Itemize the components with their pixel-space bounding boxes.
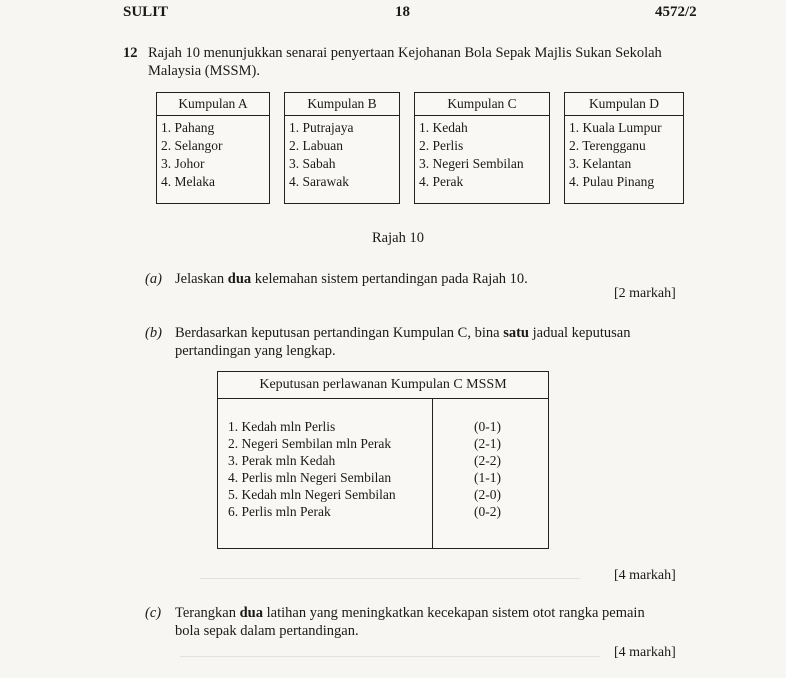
question-text: Rajah 10 menunjukkan senarai penyertaan Kejohanan Bola Sepak Majlis Sukan Sekolah Malaysia (MSSM).: [148, 45, 662, 79]
results-table: [217, 371, 549, 549]
group-item: 3. Negeri Sembilan: [419, 156, 524, 171]
group-item: 3. Johor: [161, 156, 205, 171]
group-item: 2. Perlis: [419, 138, 464, 153]
faint-line: [200, 578, 580, 579]
group-title: Kumpulan C: [415, 93, 549, 116]
part-c-label: (c): [145, 605, 162, 621]
part-a-marks: [2 markah]: [614, 286, 676, 301]
faint-line: [180, 656, 600, 657]
paper-code: 4572/2: [655, 4, 697, 20]
header-sulit: SULIT: [123, 4, 169, 20]
group-item: 1. Putrajaya: [289, 120, 354, 135]
group-item: 3. Kelantan: [569, 156, 632, 171]
group-title: Kumpulan B: [285, 93, 399, 116]
part-a-label: (a): [145, 271, 162, 287]
group-table-d: [564, 92, 684, 204]
table-row-score: (2-1): [474, 436, 501, 451]
table-row-match: 6. Perlis mln Perak: [228, 504, 331, 519]
part-b-line1: Berdasarkan keputusan pertandingan Kumpulan C, bina satu jadual keputusan: [175, 325, 631, 341]
part-a-text: Jelaskan dua kelemahan sistem pertandingan pada Rajah 10.: [175, 271, 528, 287]
table-row-score: (0-1): [474, 419, 501, 434]
table-row-match: 2. Negeri Sembilan mln Perak: [228, 436, 392, 451]
part-c-line1: Terangkan dua latihan yang meningkatkan kecekapan sistem otot rangka pemain: [175, 605, 645, 621]
part-c-line2: bola sepak dalam pertandingan.: [175, 623, 359, 639]
question-number: 12: [123, 45, 138, 61]
part-b-marks: [4 markah]: [614, 568, 676, 583]
table-row-score: (1-1): [474, 470, 501, 485]
group-item: 1. Kedah: [419, 120, 468, 135]
table-row-score: (2-0): [474, 487, 501, 502]
group-item: 2. Selangor: [161, 138, 223, 153]
group-item: 4. Melaka: [161, 174, 215, 189]
table-row-match: 1. Kedah mln Perlis: [228, 419, 336, 434]
group-item: 1. Kuala Lumpur: [569, 120, 662, 135]
group-item: 4. Perak: [419, 174, 464, 189]
group-table-b: [284, 92, 400, 204]
group-title: Kumpulan D: [565, 93, 683, 116]
table-divider: [432, 398, 433, 548]
results-table-title: Keputusan perlawanan Kumpulan C MSSM: [218, 372, 548, 399]
part-b-line2: pertandingan yang lengkap.: [175, 343, 336, 359]
part-c-marks: [4 markah]: [614, 645, 676, 660]
page-number: 18: [395, 4, 410, 20]
table-row-match: 3. Perak mln Kedah: [228, 453, 336, 468]
group-item: 2. Labuan: [289, 138, 343, 153]
part-b-label: (b): [145, 325, 162, 341]
table-row-score: (2-2): [474, 453, 501, 468]
group-table-a: [156, 92, 270, 204]
group-table-c: [414, 92, 550, 204]
group-item: 4. Sarawak: [289, 174, 349, 189]
table-row-match: 5. Kedah mln Negeri Sembilan: [228, 487, 396, 502]
group-item: 1. Pahang: [161, 120, 215, 135]
figure-caption: Rajah 10: [372, 230, 424, 246]
group-item: 4. Pulau Pinang: [569, 174, 655, 189]
table-row-score: (0-2): [474, 504, 501, 519]
group-item: 2. Terengganu: [569, 138, 646, 153]
group-title: Kumpulan A: [157, 93, 269, 116]
group-item: 3. Sabah: [289, 156, 336, 171]
table-row-match: 4. Perlis mln Negeri Sembilan: [228, 470, 392, 485]
